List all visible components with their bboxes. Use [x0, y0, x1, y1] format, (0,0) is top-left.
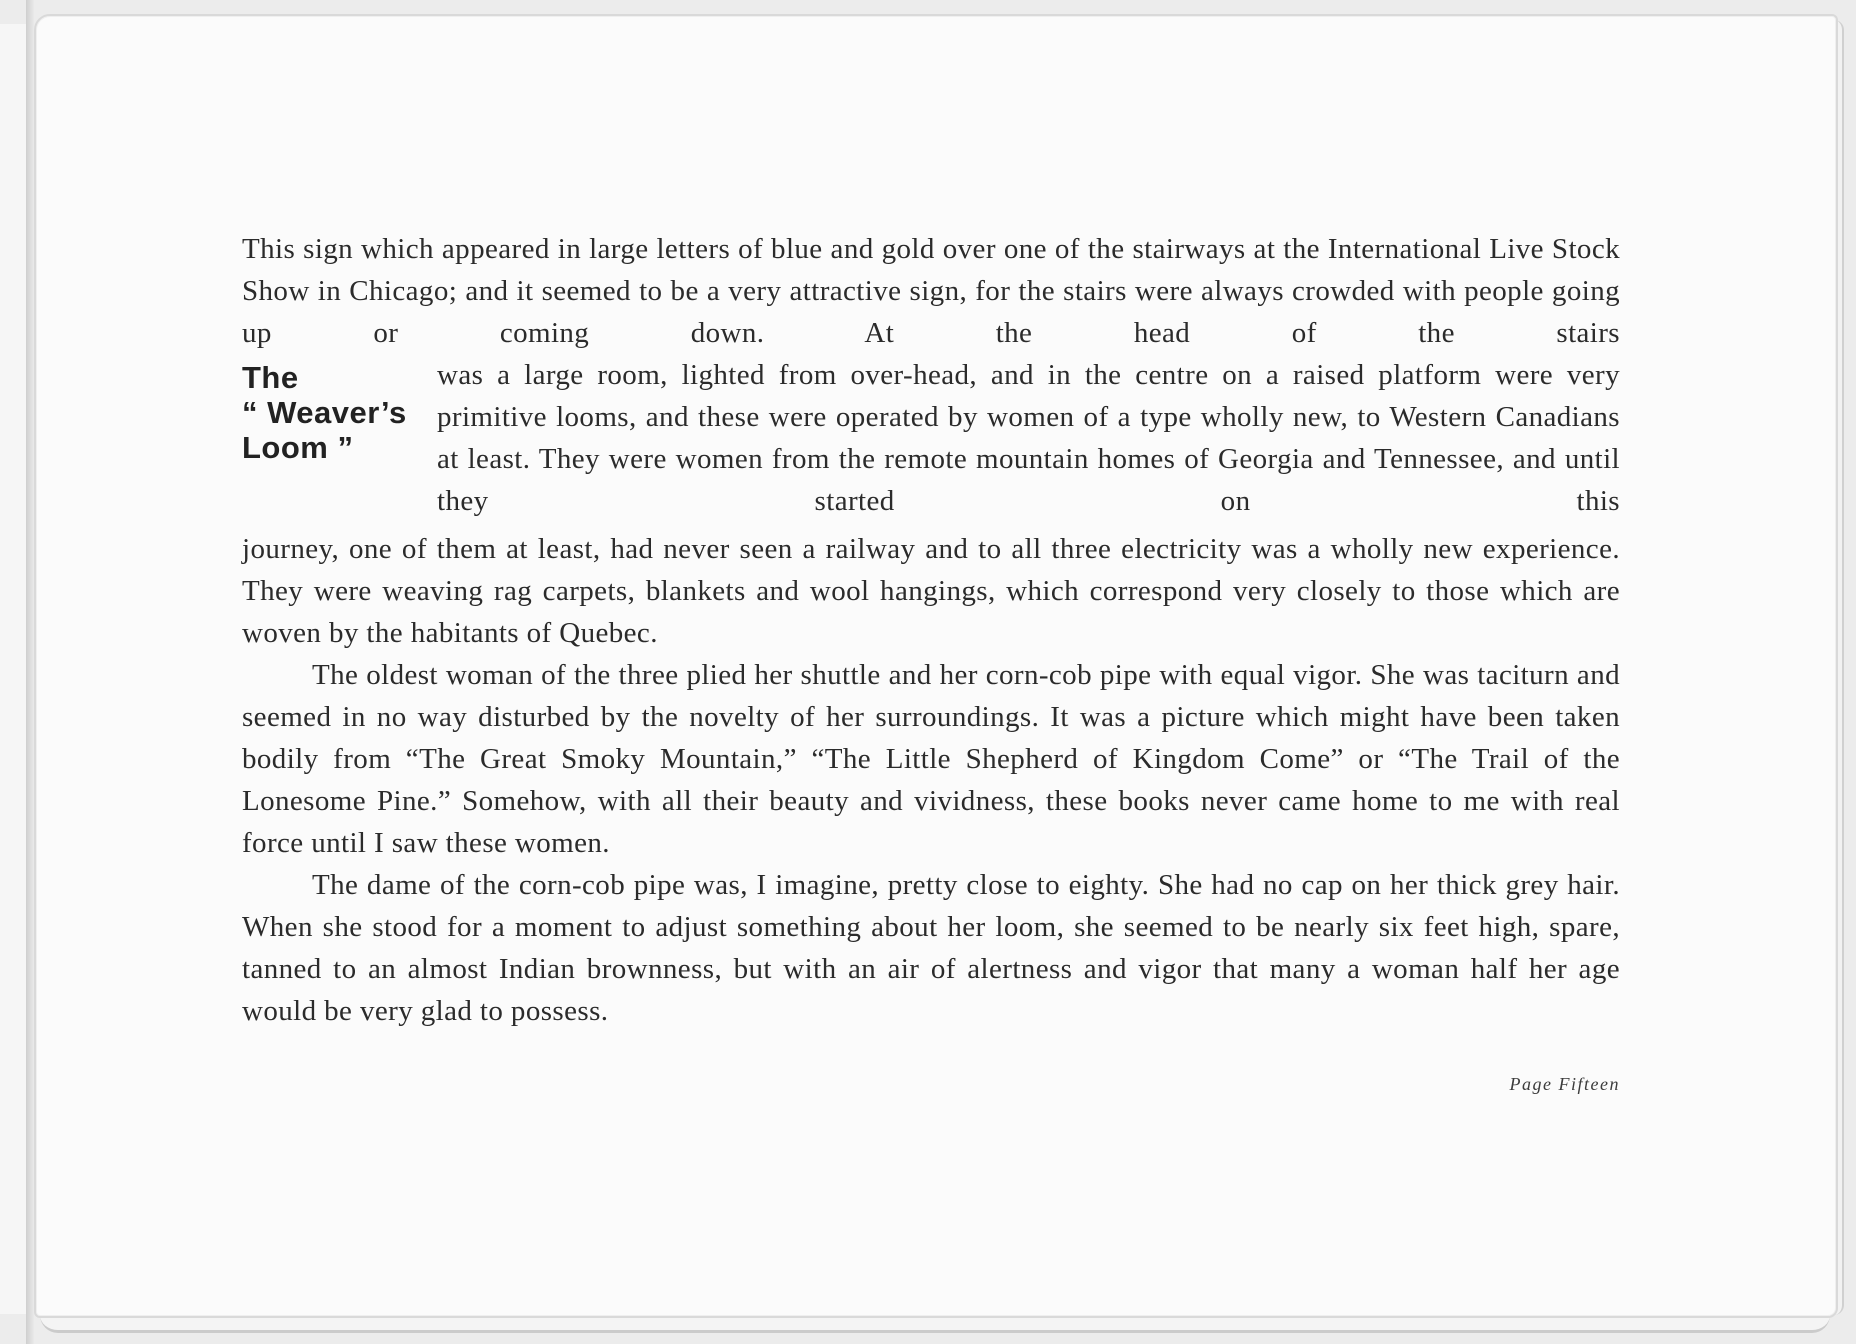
sidebar-heading [242, 360, 437, 528]
body-text [242, 228, 1620, 1032]
paragraph-intro: This sign which appeared in large letters of blue and gold over one of the stairways at the International Live Stock Show in Chicago; and it seemed to be a very attractive sign, for the stairs were always crowded with people going up or coming down. At the head of the stairs [242, 233, 1620, 349]
paragraph-continued: journey, one of them at least, had never seen a railway and to all three electricity was a wholly new experience. They were weaving rag carpets, blankets and wool hangings, which correspond very closely to those which are woven by the habitants of Quebec. [242, 533, 1620, 649]
sidebar-heading-line: The [242, 360, 299, 395]
book-gutter [26, 0, 34, 1344]
paragraph-beside-heading: was a large room, lighted from over-head, and in the centre on a raised platform were very primitive looms, and these were operated by women of a type wholly new, to Western Canadians at least. They were women from the remote mountain homes of Georgia and Tennessee, and until they started on this [437, 359, 1620, 517]
paragraph-third: The dame of the corn-cob pipe was, I imagine, pretty close to eighty. She had no cap on her thick grey hair. When she stood for a moment to adjust something about her loom, she seemed to be nearly six feet high, spare, tanned to an almost Indian brownness, but with an air of alertness and vigor that many a woman half her age would be very glad to possess. [242, 869, 1620, 1027]
sidebar-heading-line: “ Weaver’s [242, 395, 407, 430]
page-number: Page Fifteen [1509, 1074, 1620, 1094]
facing-page-edge [0, 24, 28, 1314]
sidebar-heading-line: Loom ” [242, 430, 354, 465]
paragraph-second: The oldest woman of the three plied her shuttle and her corn-cob pipe with equal vigor. She was taciturn and seemed in no way disturbed by the novelty of her surroundings. It was a picture which might have been taken bodily from “The Great Smoky Mountain,” “The Little Shepherd of Kingdom Come” or “The Trail of the Lonesome Pine.” Somehow, with all their beauty and vividness, these books never came home to me with real force until I saw these women. [242, 659, 1620, 859]
